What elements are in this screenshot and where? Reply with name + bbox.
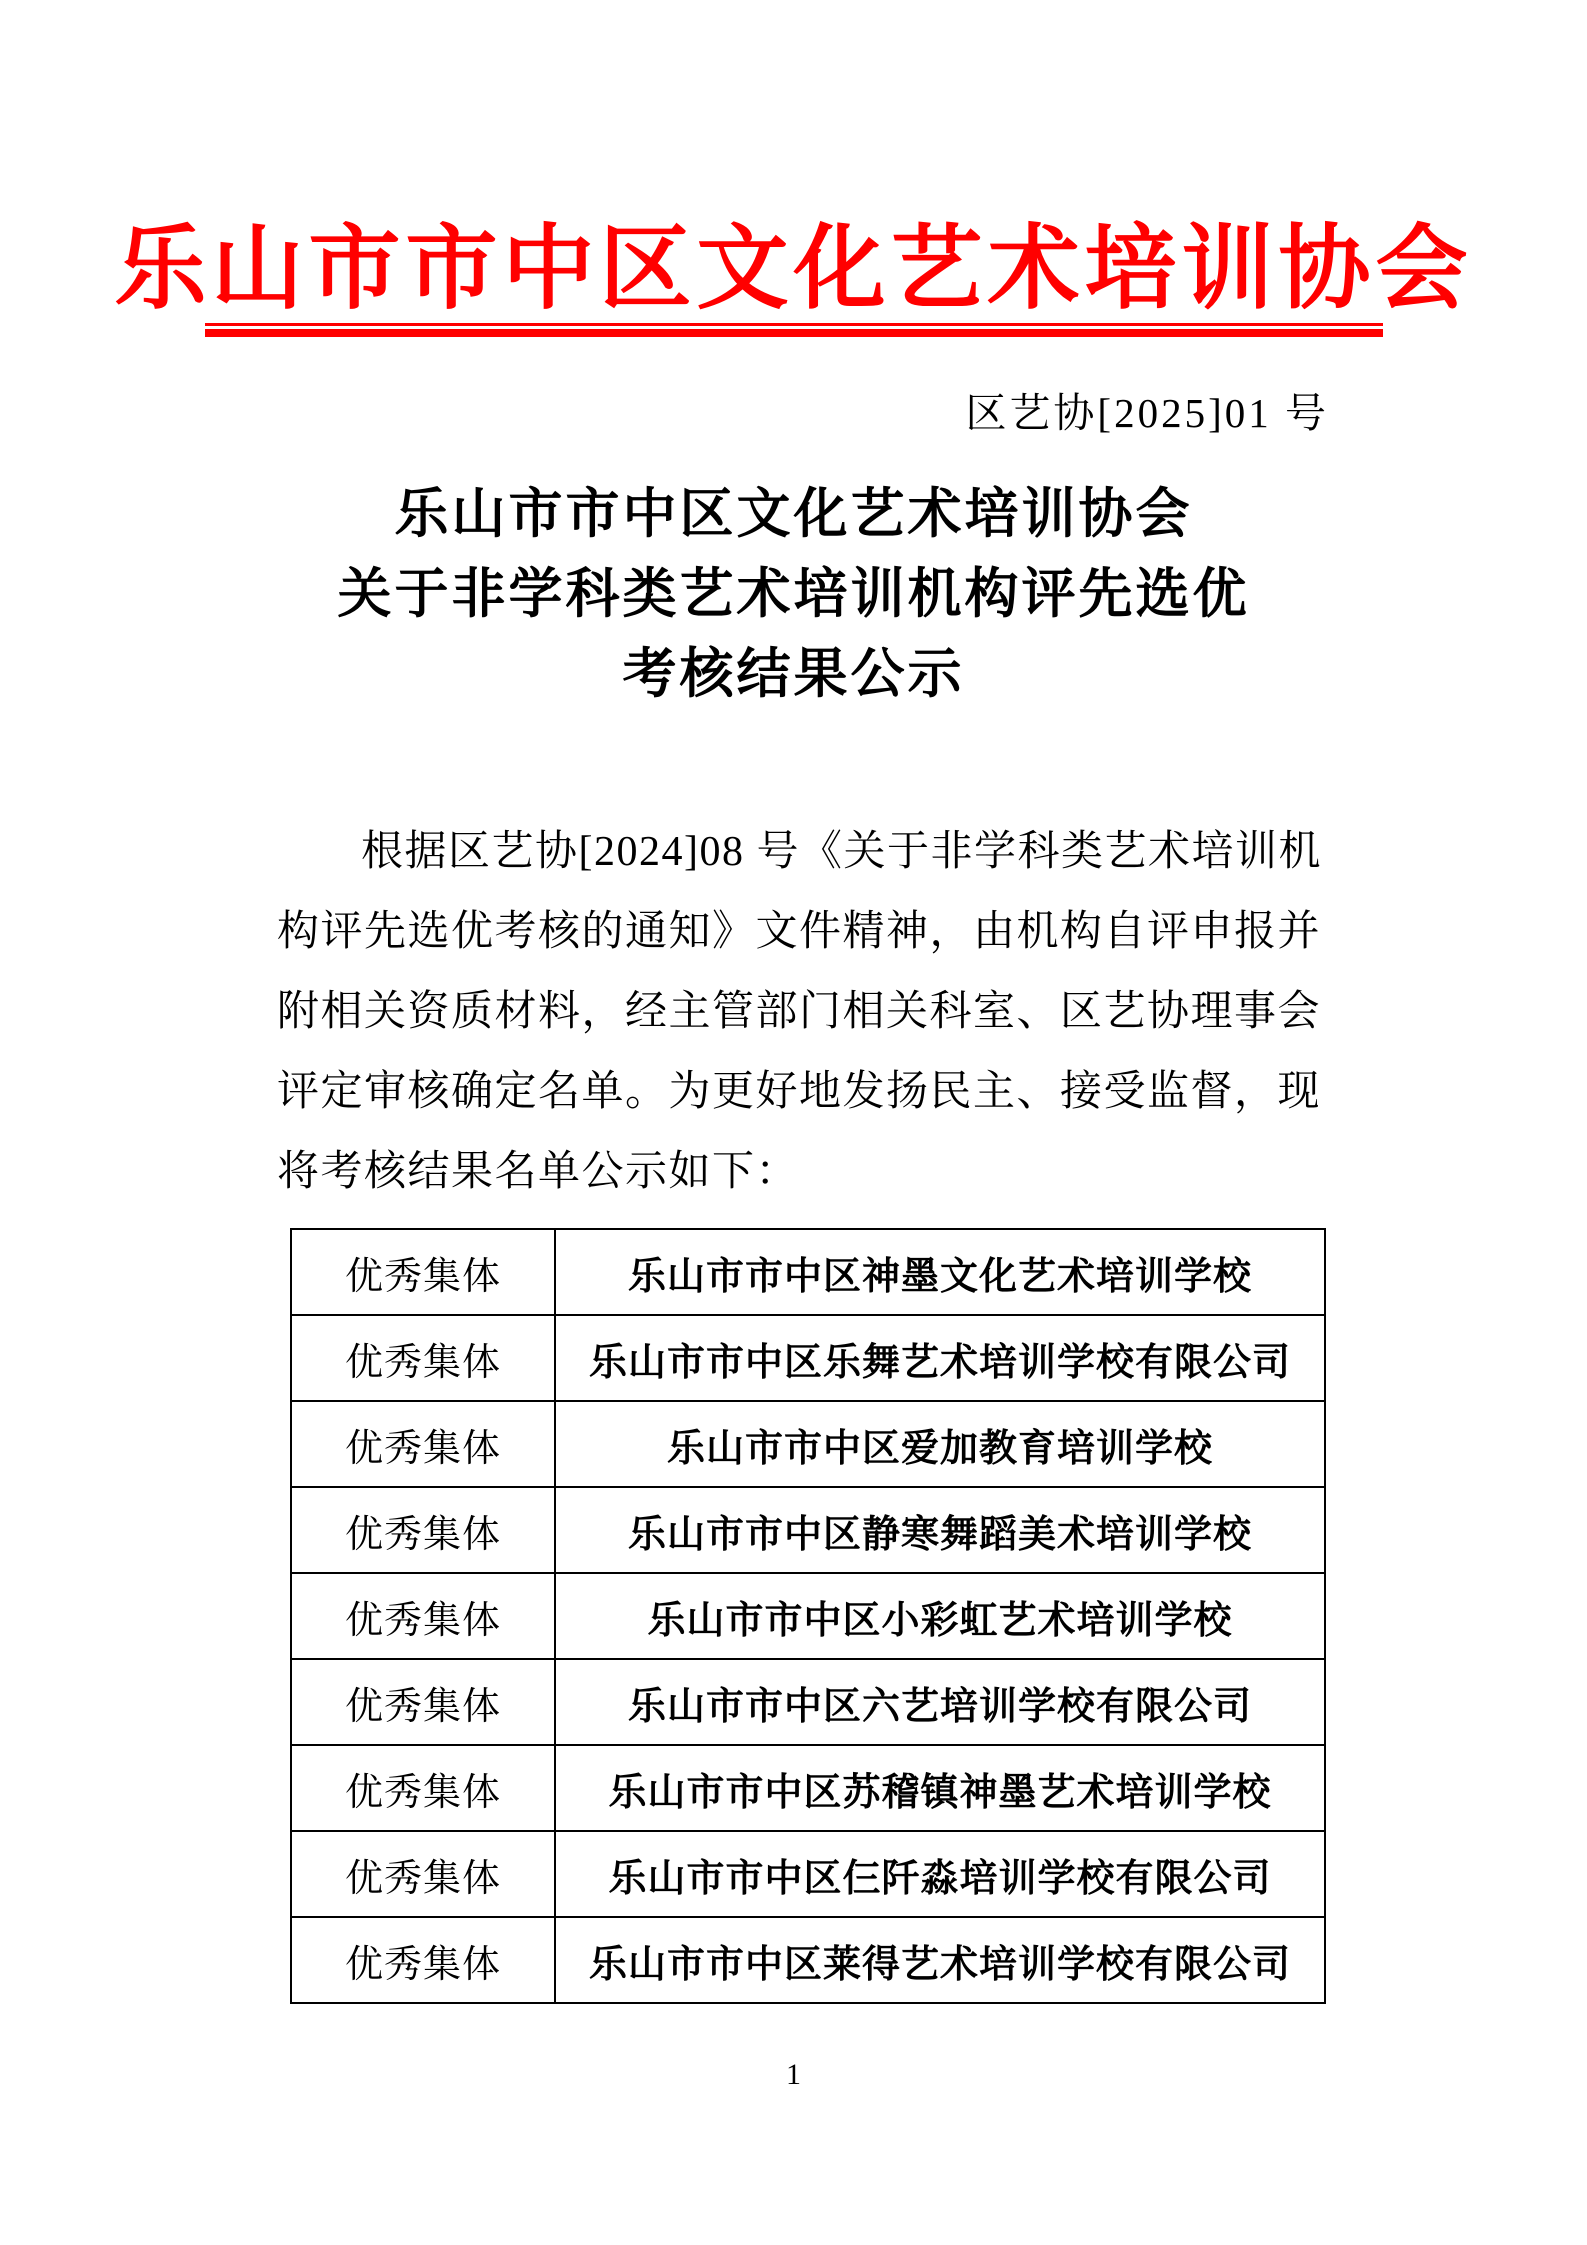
- organization-name-cell: 乐山市市中区仨阡淼培训学校有限公司: [555, 1831, 1325, 1917]
- results-table: [290, 1228, 1326, 2004]
- organization-name-cell: 乐山市市中区小彩虹艺术培训学校: [555, 1573, 1325, 1659]
- table-row: [291, 1917, 1325, 2003]
- table-row: [291, 1229, 1325, 1315]
- award-category-cell: 优秀集体: [291, 1487, 555, 1573]
- body-line-2: 构评先选优考核的通知》文件精神，由机构自评申报并: [277, 909, 1322, 955]
- document-number: 区艺协[2025]01 号: [965, 390, 1329, 436]
- award-category-cell: 优秀集体: [291, 1745, 555, 1831]
- body-paragraph: [277, 812, 1329, 1212]
- letterhead: [0, 218, 1587, 337]
- document-title-line-2: 关于非学科类艺术培训机构评先选优: [337, 564, 1250, 624]
- document-title-line-3: 考核结果公示: [622, 644, 965, 704]
- table-row: [291, 1487, 1325, 1573]
- organization-name-cell: 乐山市市中区静寒舞蹈美术培训学校: [555, 1487, 1325, 1573]
- letterhead-org-name: 乐山市市中区文化艺术培训协会: [114, 218, 1473, 320]
- body-line-3: 附相关资质材料，经主管部门相关科室、区艺协理事会: [277, 989, 1322, 1035]
- award-category-cell: 优秀集体: [291, 1401, 555, 1487]
- body-line-4: 评定审核确定名单。为更好地发扬民主、接受监督，现: [277, 1069, 1322, 1115]
- table-row: [291, 1401, 1325, 1487]
- award-category-cell: 优秀集体: [291, 1229, 555, 1315]
- organization-name-cell: 乐山市市中区神墨文化艺术培训学校: [555, 1229, 1325, 1315]
- document-title-line-1: 乐山市市中区文化艺术培训协会: [394, 484, 1193, 544]
- letterhead-rule-thick: [205, 329, 1383, 337]
- page-number: 1: [786, 2058, 801, 2091]
- organization-name-cell: 乐山市市中区莱得艺术培训学校有限公司: [555, 1917, 1325, 2003]
- award-category-cell: 优秀集体: [291, 1831, 555, 1917]
- table-row: [291, 1831, 1325, 1917]
- table-row: [291, 1315, 1325, 1401]
- letterhead-rule-thin: [205, 323, 1383, 326]
- body-line-5: 将考核结果名单公示如下：: [277, 1149, 800, 1195]
- award-category-cell: 优秀集体: [291, 1573, 555, 1659]
- table-row: [291, 1745, 1325, 1831]
- table-row: [291, 1659, 1325, 1745]
- organization-name-cell: 乐山市市中区爱加教育培训学校: [555, 1401, 1325, 1487]
- award-category-cell: 优秀集体: [291, 1315, 555, 1401]
- table-row: [291, 1573, 1325, 1659]
- award-category-cell: 优秀集体: [291, 1659, 555, 1745]
- organization-name-cell: 乐山市市中区乐舞艺术培训学校有限公司: [555, 1315, 1325, 1401]
- organization-name-cell: 乐山市市中区苏稽镇神墨艺术培训学校: [555, 1745, 1325, 1831]
- body-line-1: 根据区艺协[2024]08 号《关于非学科类艺术培训机: [361, 829, 1322, 875]
- organization-name-cell: 乐山市市中区六艺培训学校有限公司: [555, 1659, 1325, 1745]
- award-category-cell: 优秀集体: [291, 1917, 555, 2003]
- document-title: [0, 474, 1587, 714]
